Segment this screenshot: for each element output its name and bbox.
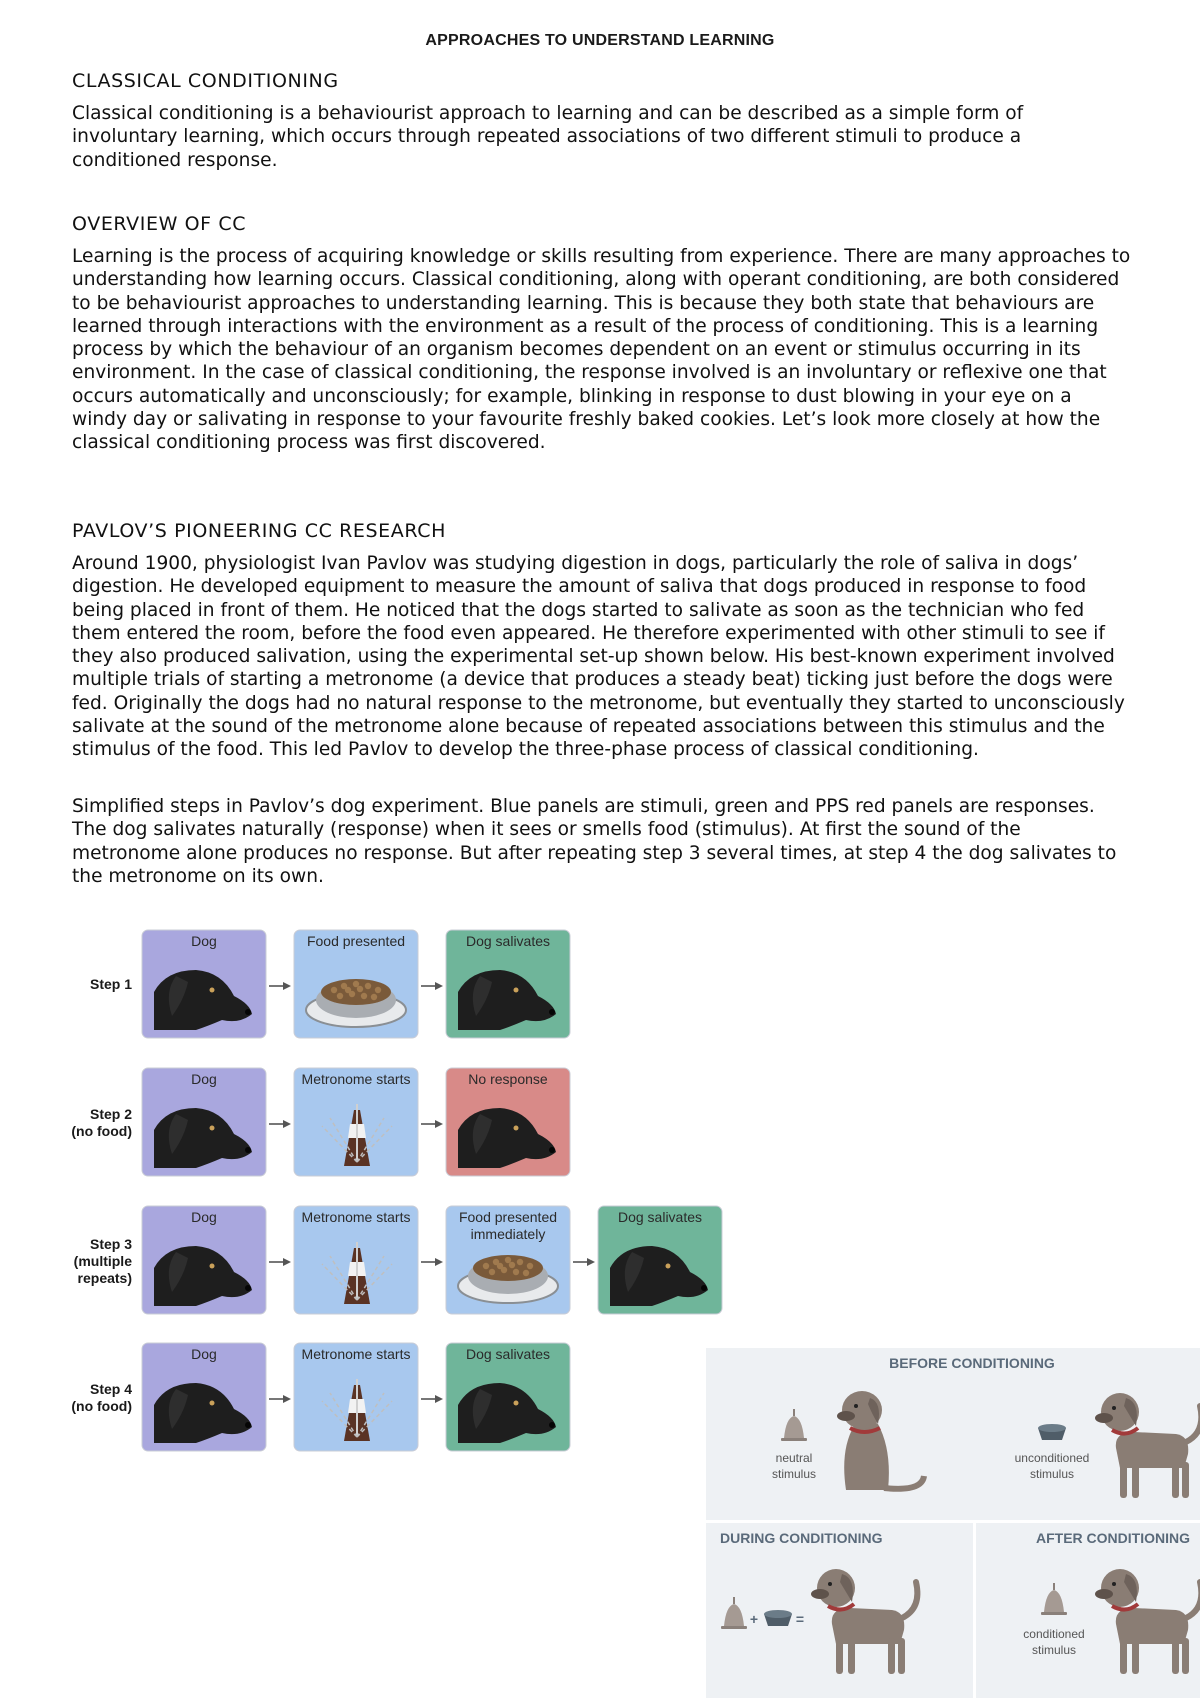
step-panel	[142, 1068, 266, 1176]
step-label: Step 3	[89, 1236, 132, 1252]
equals-sign: =	[795, 1611, 805, 1627]
step-panel	[142, 1206, 266, 1314]
food-bowl-icon	[764, 1610, 792, 1626]
panel-label: Dog	[191, 1346, 217, 1362]
step-panel	[446, 1343, 570, 1451]
panel-label: Metronome starts	[301, 1209, 411, 1225]
conditioning-stages-figure	[706, 1348, 1200, 1698]
arrowhead-icon	[435, 1120, 443, 1128]
panel-label: Dog	[191, 933, 217, 949]
conditioned-stimulus-label: stimulus	[1031, 1643, 1077, 1657]
step-panel	[294, 930, 418, 1038]
paragraph-cc-definition: Classical conditioning is a behaviourist approach to learning and can be described as a simple form of involuntary learning, which occurs through repeated associations of two different stimuli to produce a conditioned response.	[72, 103, 1024, 171]
step-label: Step 2	[89, 1106, 132, 1122]
panel-label: Metronome starts	[301, 1071, 411, 1087]
panel-label: immediately	[470, 1226, 546, 1242]
step-label: Step 1	[89, 976, 132, 992]
conditioned-stimulus-label: conditioned	[1023, 1627, 1085, 1641]
arrowhead-icon	[283, 982, 291, 990]
panel-label: Food presented	[458, 1209, 558, 1225]
step-panel	[598, 1206, 722, 1314]
panel-label: Food presented	[306, 933, 406, 949]
step-label: (no food)	[71, 1123, 132, 1139]
plus-sign: +	[749, 1611, 759, 1627]
step-panel	[294, 1206, 418, 1314]
paragraph-figure-caption: Simplified steps in Pavlov’s dog experiment. Blue panels are stimuli, green and PPS red panels are responses. The dog salivates naturally (response) when it sees or smells food (stimulus). At first the sound of the metronome alone produces no response. But after repeating step 3 several times, at step 4 the dog salivates to the metronome on its own.	[72, 796, 1117, 887]
arrowhead-icon	[435, 982, 443, 990]
before-title: BEFORE CONDITIONING	[889, 1355, 1055, 1371]
food-bowl-icon	[1038, 1424, 1066, 1440]
heading-pavlov-research: PAVLOV’S PIONEERING CC RESEARCH	[72, 520, 446, 542]
panel-label: Dog salivates	[465, 1346, 551, 1362]
panel-label: Dog salivates	[465, 933, 551, 949]
after-title: AFTER CONDITIONING	[1036, 1530, 1190, 1546]
unconditioned-stimulus-label: unconditioned	[1014, 1451, 1090, 1465]
panel-label: No response	[468, 1071, 548, 1087]
step-row	[71, 1343, 570, 1451]
neutral-stimulus-label: neutral	[775, 1451, 813, 1465]
paragraph-overview: Learning is the process of acquiring knowledge or skills resulting from experience. There are many approaches to understanding how learning occurs. Classical conditioning, along with operant conditioning, are both considered to be behaviourist approaches to understanding learning. This is because they both state that behaviours are learned through interactions with the environment as a result of the process of conditioning. This is a learning process by which the behaviour of an organism becomes dependent on an event or stimulus occurring in its environment. In the case of classical conditioning, the response involved is an involuntary or reflexive one that occurs automatically and unconsciously; for example, blinking in response to dust blowing in your eye on a windy day or salivating in response to your favourite freshly baked cookies. Let’s look more closely at how the classical conditioning process was first discovered.	[72, 246, 1131, 454]
step-row	[74, 1206, 722, 1314]
unconditioned-stimulus-label: stimulus	[1029, 1467, 1075, 1481]
step-panel	[446, 930, 570, 1038]
arrowhead-icon	[435, 1258, 443, 1266]
heading-classical-conditioning: CLASSICAL CONDITIONING	[72, 70, 339, 92]
neutral-stimulus-label: stimulus	[771, 1467, 817, 1481]
step-panel	[446, 1068, 570, 1176]
step-label: (no food)	[71, 1398, 132, 1414]
arrowhead-icon	[435, 1395, 443, 1403]
arrowhead-icon	[587, 1258, 595, 1266]
step-panel	[294, 1068, 418, 1176]
arrowhead-icon	[283, 1120, 291, 1128]
paragraph-pavlov-research: Around 1900, physiologist Ivan Pavlov was studying digestion in dogs, particularly the role of saliva in dogs’ digestion. He developed equipment to measure the amount of saliva that dogs produced in response to food being placed in front of them. He noticed that the dogs started to salivate as soon as the technician who fed them entered the room, before the food even appeared. He therefore experimented with other stimuli to see if they also produced salivation, using the experimental set-up shown below. His best-known experiment involved multiple trials of starting a metronome (a device that produces a steady beat) ticking just before the dogs were fed. Originally the dogs had no natural response to the metronome, but eventually they started to unconsciously salivate at the sound of the metronome alone because of repeated associations between this stimulus and the stimulus of the food. This led Pavlov to develop the three-phase process of classical conditioning.	[72, 553, 1125, 761]
step-label: (multiple	[73, 1253, 132, 1269]
panel-label: Dog	[191, 1209, 217, 1225]
step-row	[71, 1068, 570, 1176]
document-title: APPROACHES TO UNDERSTAND LEARNING	[425, 32, 775, 49]
step-label: Step 4	[89, 1381, 132, 1397]
step-label: repeats)	[77, 1270, 132, 1286]
heading-overview-of-cc: OVERVIEW OF CC	[72, 213, 247, 235]
pavlov-steps-figure	[70, 922, 736, 1458]
step-panel	[142, 1343, 266, 1451]
step-panel	[294, 1343, 418, 1451]
arrowhead-icon	[283, 1395, 291, 1403]
during-title: DURING CONDITIONING	[720, 1530, 883, 1546]
arrowhead-icon	[283, 1258, 291, 1266]
step-row	[90, 930, 570, 1038]
panel-label: Dog salivates	[617, 1209, 703, 1225]
panel-label: Metronome starts	[301, 1346, 411, 1362]
step-panel	[142, 930, 266, 1038]
step-panel	[446, 1206, 570, 1314]
panel-label: Dog	[191, 1071, 217, 1087]
